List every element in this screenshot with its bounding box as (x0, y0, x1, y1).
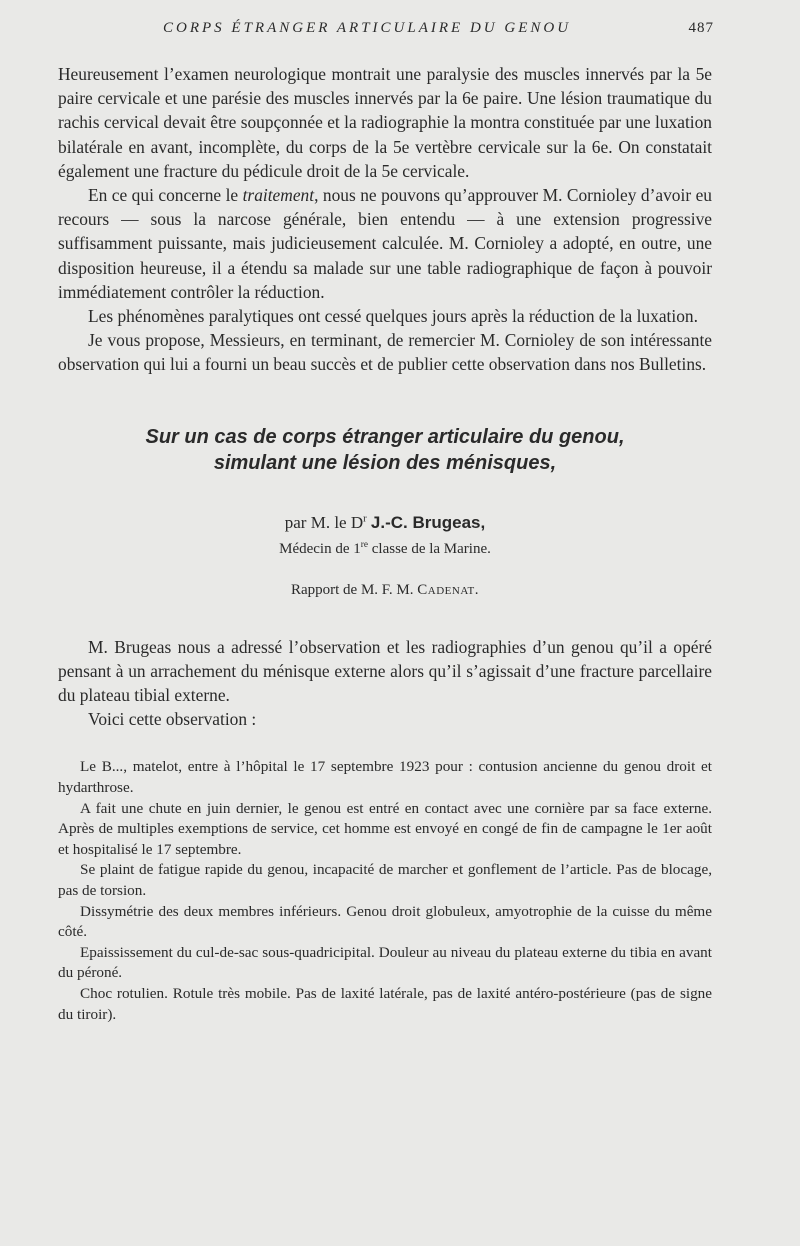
observation-paragraph: A fait une chute en juin dernier, le genou est entré en contact avec une cornière par sa face externe. Après de multiples exemptions de service, cet homme est envoyé en congé de fin de campagne le 1er août et hospitalisé le 17 septembre. (58, 799, 712, 858)
article-title-line: simulant une lésion des ménisques, (213, 451, 557, 474)
article-title-line: Sur un cas de corps étranger articulaire du genou, (145, 425, 625, 448)
observation-paragraph: Choc rotulien. Rotule très mobile. Pas de laxité latérale, pas de laxité antéro-postérieure (pas de signe du tiroir). (58, 984, 712, 1023)
observation-paragraph: Le B..., matelot, entre à l’hôpital le 17 septembre 1923 pour : contusion ancienne du genou droit et hydarthrose. (58, 758, 712, 797)
italic-word: traitement (242, 185, 315, 206)
paragraph: En ce qui concerne le traitement, nous ne pouvons qu’approuver M. Cornioley d’avoir eu recours — sous la narcose générale, bien entendu — à une extension progressive suffisamment puissante, mais judicieusement calculée. M. Cornioley a adopté, en outre, une disposition heureuse, il a étendu sa malade sur une table radiographique de façon à pouvoir immédiatement contrôler la réduction. (58, 185, 712, 302)
running-head (58, 16, 712, 44)
observation-paragraph: Dissymétrie des deux membres inférieurs. Genou droit globuleux, amyotrophie de la cuisse du même côté. (58, 902, 712, 941)
observation-text (58, 757, 712, 1025)
paragraph: Heureusement l’examen neurologique montrait une paralysie des muscles innervés par la 5e paire cervicale et une parésie des muscles innervés par la 6e paire. Une lésion traumatique du rachis cervical devait être soupçonnée et la radiographie la montra constituée par une luxation bilatérale en avant, incomplète, du corps de la 5e vertèbre cervicale sur la 6e. On constatait également une fracture du pédicule droit de la 5e cervicale. (58, 64, 712, 181)
report-line: Rapport de M. F. M. Cadenat. (290, 581, 480, 598)
page (58, 16, 712, 1025)
paragraph: Je vous propose, Messieurs, en terminant, de remercier M. Cornioley de son intéressante observation qui lui a fourni un beau succès et de publier cette observation dans nos Bulletins. (58, 330, 712, 375)
article-intro (58, 635, 712, 732)
observation-paragraph: Se plaint de fatigue rapide du genou, incapacité de marcher et gonflement de l’article. Pas de blocage, pas de torsion. (58, 861, 712, 900)
page-number: 487 (688, 20, 714, 36)
reporter-name: Cadenat. (417, 581, 480, 598)
affiliation: Médecin de 1re classe de la Marine. (279, 539, 491, 557)
article-title (58, 424, 712, 476)
observation-paragraph: Epaississement du cul-de-sac sous-quadricipital. Douleur au niveau du plateau externe du tibia en avant du péroné. (58, 943, 712, 982)
byline: par M. le $D^r$ J.-C. Brugeas, (284, 512, 486, 532)
paragraph: Les phénomènes paralytiques ont cessé quelques jours après la réduction de la luxation. (88, 306, 698, 327)
previous-article-conclusion (58, 62, 712, 377)
paragraph: M. Brugeas nous a adressé l’observation et les radiographies d’un genou qu’il a opéré pensant à un arrachement du ménisque externe alors qu’il s’agissait d’une fracture parcellaire du plateau tibial externe. (58, 636, 712, 706)
running-title: CORPS ÉTRANGER ARTICULAIRE DU GENOU (163, 20, 572, 36)
author-name: J.-C. Brugeas, (370, 512, 486, 532)
paragraph: Voici cette observation : (88, 709, 257, 730)
